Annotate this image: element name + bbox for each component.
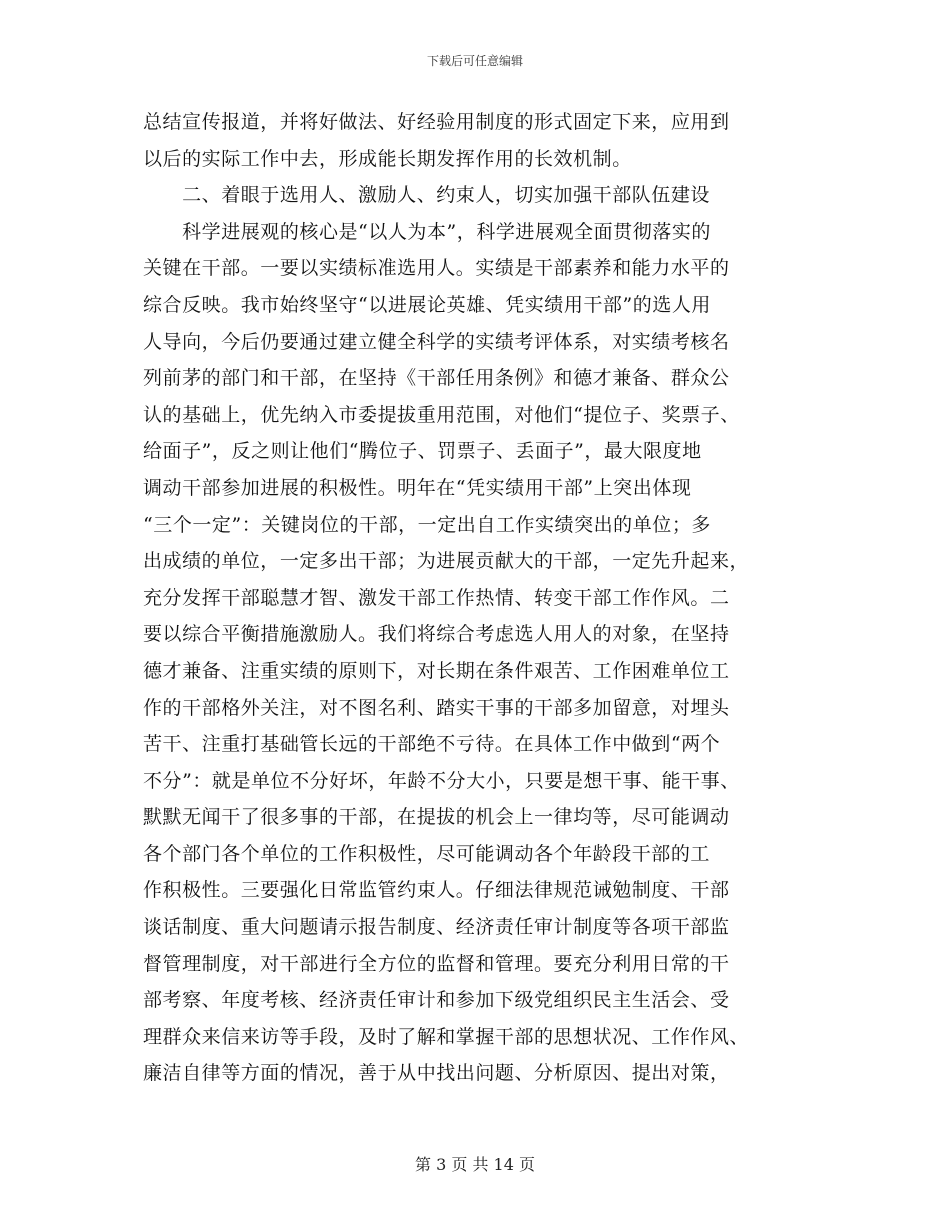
text-line: 苦干、注重打基础管长远的干部绝不亏待。在具体工作中做到“两个 (143, 733, 721, 756)
text-line: 理群众来信来访等手段，及时了解和掌握干部的思想状况、工作作风、 (143, 1025, 750, 1048)
text-line: 各个部门各个单位的工作积极性，尽可能调动各个年龄段干部的工 (143, 842, 710, 865)
text-line: 部考察、年度考核、经济责任审计和参加下级党组织民主生活会、受 (143, 989, 730, 1012)
text-line: 调动干部参加进展的积极性。明年在“凭实绩用干部”上突出体现 (143, 476, 692, 499)
text-line: 科学进展观的核心是“以人为本”，科学进展观全面贯彻落实的 (143, 220, 711, 243)
text-line: 认的基础上，优先纳入市委提拔重用范围，对他们“提位子、奖票子、 (143, 403, 740, 426)
text-line: 作积极性。三要强化日常监管约束人。仔细法律规范诫勉制度、干部 (143, 879, 730, 902)
text-line: 列前茅的部门和干部，在坚持《干部任用条例》和德才兼备、群众公 (143, 367, 730, 390)
text-line: 督管理制度，对干部进行全方位的监督和管理。要充分利用日常的干 (143, 952, 730, 975)
text-line: 人导向，今后仍要通过建立健全科学的实绩考评体系，对实绩考核名 (143, 330, 730, 353)
text-line: 默默无闻干了很多事的干部，在提拔的机会上一律均等，尽可能调动 (143, 806, 730, 829)
text-line: 不分”：就是单位不分好坏，年龄不分大小，只要是想干事、能干事、 (143, 769, 740, 792)
page-header: 下载后可任意编辑 (426, 54, 523, 68)
text-line: 作的干部格外关注，对不图名利、踏实干事的干部多加留意，对埋头 (143, 696, 730, 719)
text-line: 廉洁自律等方面的情况，善于从中找出问题、分析原因、提出对策， (143, 1062, 730, 1085)
text-line: 二、着眼于选用人、激励人、约束人，切实加强干部队伍建设 (143, 184, 710, 207)
text-line: 关键在干部。一要以实绩标准选用人。实绩是干部素养和能力水平的 (143, 257, 730, 280)
text-line: 综合反映。我市始终坚守“以进展论英雄、凭实绩用干部”的选人用 (143, 293, 711, 316)
text-line: 充分发挥干部聪慧才智、激发干部工作热情、转变干部工作作风。二 (143, 586, 730, 609)
page-number-footer: 第 3 页 共 14 页 (415, 1155, 535, 1174)
text-line: 给面子”，反之则让他们“腾位子、罚票子、丢面子”，最大限度地 (143, 440, 702, 463)
text-line: 以后的实际工作中去，形成能长期发挥作用的长效机制。 (143, 147, 632, 170)
document-body (143, 104, 823, 1092)
text-line: 总结宣传报道，并将好做法、好经验用制度的形式固定下来，应用到 (143, 111, 730, 133)
text-line: “三个一定”：关键岗位的干部，一定出自工作实绩突出的单位；多 (143, 513, 711, 536)
text-line: 出成绩的单位，一定多出干部；为进展贡献大的干部，一定先升起来， (143, 550, 750, 573)
text-line: 要以综合平衡措施激励人。我们将综合考虑选人用人的对象，在坚持 (143, 623, 730, 646)
text-line: 德才兼备、注重实绩的原则下，对长期在条件艰苦、工作困难单位工 (143, 659, 730, 682)
text-line: 谈话制度、重大问题请示报告制度、经济责任审计制度等各项干部监 (143, 916, 730, 939)
